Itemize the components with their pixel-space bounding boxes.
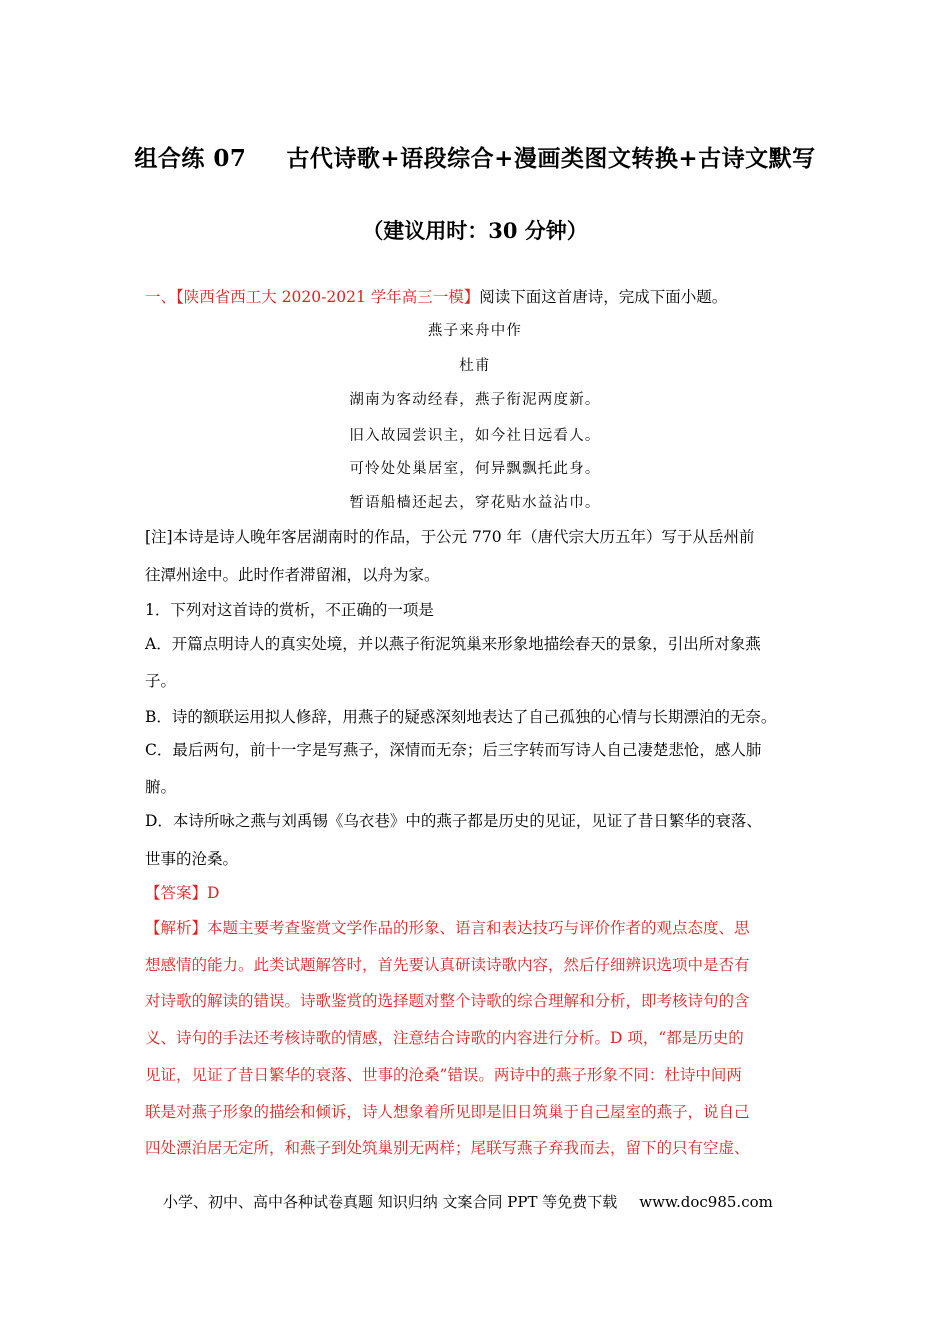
option-a: A．开篇点明诗人的真实处境，并以燕子衔泥筑巢来形象地描绘春天的景象，引出所对象燕 bbox=[145, 635, 761, 653]
footer-url[interactable]: www.doc985.com bbox=[639, 1193, 773, 1211]
title-part-1: 组合练 07 bbox=[134, 145, 247, 172]
question-source: 【陕西省西工大 2020-2021 学年高三一模】 bbox=[176, 288, 480, 306]
option-a-continued: 子。 bbox=[145, 672, 177, 690]
page-subtitle: （建议用时：30 分钟） bbox=[362, 218, 588, 243]
note-line: [注]本诗是诗人晚年客居湖南时的作品，于公元 770 年（唐代宗大历五年）写于从岳州前 bbox=[145, 528, 755, 546]
question-intro bbox=[145, 285, 727, 307]
poem-title: 燕子来舟中作 bbox=[427, 323, 523, 339]
analysis-line: 【解析】本题主要考查鉴赏文学作品的形象、语言和表达技巧与评价作者的观点态度、思 bbox=[145, 919, 750, 937]
page-footer bbox=[163, 1191, 773, 1212]
poem-line: 暂语船樯还起去，穿花贴水益沾巾。 bbox=[349, 495, 601, 511]
question-stem: 1．下列对这首诗的赏析，不正确的一项是 bbox=[145, 601, 434, 619]
analysis-line: 见证，见证了昔日繁华的衰落、世事的沧桑”错误。两诗中的燕子形象不同：杜诗中间两 bbox=[145, 1066, 742, 1084]
poem-line: 可怜处处巢居室，何异飘飘托此身。 bbox=[349, 461, 601, 477]
option-c: C．最后两句，前十一字是写燕子，深情而无奈；后三字转而写诗人自己凄楚悲怆，感人肺 bbox=[145, 741, 762, 759]
analysis-line: 想感情的能力。此类试题解答时，首先要认真研读诗歌内容，然后仔细辨识选项中是否有 bbox=[145, 956, 750, 974]
option-d: D．本诗所咏之燕与刘禹锡《乌衣巷》中的燕子都是历史的见证，见证了昔日繁华的衰落、 bbox=[145, 812, 762, 830]
poem-line: 旧入故园尝识主，如今社日远看人。 bbox=[349, 428, 601, 444]
answer-line: 【答案】D bbox=[145, 884, 220, 902]
question-number: 一、 bbox=[145, 288, 177, 306]
poem-line: 湖南为客动经春，燕子衔泥两度新。 bbox=[349, 392, 601, 408]
option-b: B．诗的额联运用拟人修辞，用燕子的疑惑深刻地表达了自己孤独的心情与长期漂泊的无奈。 bbox=[145, 708, 777, 726]
option-d-continued: 世事的沧桑。 bbox=[145, 850, 239, 868]
analysis-line: 四处漂泊居无定所，和燕子到处筑巢别无两样；尾联写燕子弃我而去，留下的只有空虚、 bbox=[145, 1139, 750, 1157]
note-line: 往潭州途中。此时作者滞留湘，以舟为家。 bbox=[145, 566, 440, 584]
poem-author: 杜甫 bbox=[459, 358, 491, 374]
page-title bbox=[0, 140, 950, 173]
footer-text: 小学、初中、高中各种试卷真题 知识归纳 文案合同 PPT 等免费下载 bbox=[163, 1193, 618, 1211]
analysis-line: 对诗歌的解读的错误。诗歌鉴赏的选择题对整个诗歌的综合理解和分析，即考核诗句的含 bbox=[145, 992, 750, 1010]
analysis-line: 联是对燕子形象的描绘和倾诉，诗人想象着所见即是旧日筑巢于自己屋室的燕子，说自己 bbox=[145, 1103, 750, 1121]
analysis-line: 义、诗句的手法还考核诗歌的情感，注意结合诗歌的内容进行分析。D 项，“都是历史的 bbox=[145, 1029, 744, 1047]
option-c-continued: 腑。 bbox=[145, 778, 177, 796]
title-part-2: 古代诗歌+语段综合+漫画类图文转换+古诗文默写 bbox=[286, 145, 816, 172]
question-instruction: 阅读下面这首唐诗，完成下面小题。 bbox=[479, 288, 728, 306]
